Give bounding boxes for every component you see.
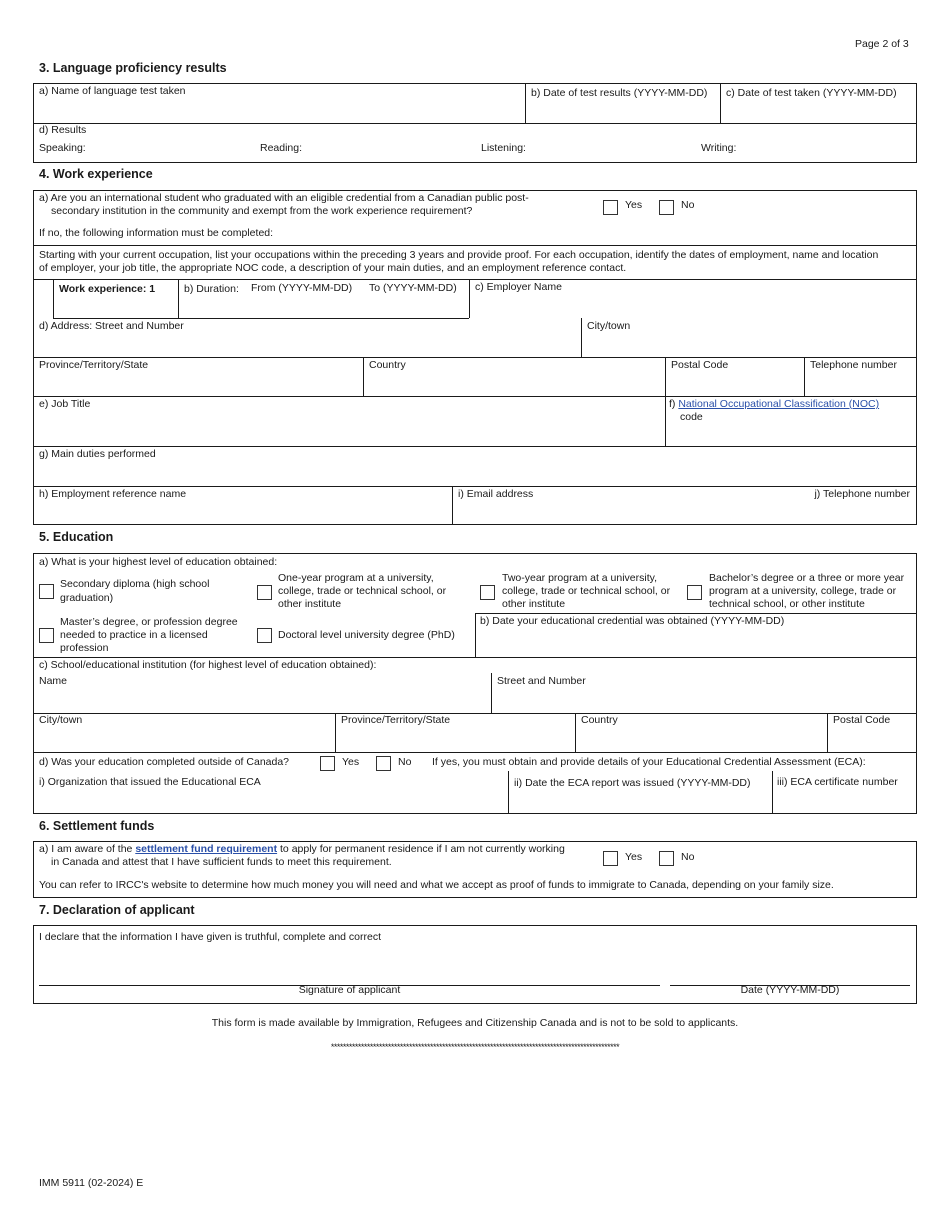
- edu-two-year-checkbox[interactable]: [480, 585, 495, 600]
- duration-from-field[interactable]: From (YYYY-MM-DD): [251, 282, 353, 294]
- page-number: Page 2 of 3: [855, 38, 909, 50]
- edu-master-checkbox[interactable]: [39, 628, 54, 643]
- if-no-note: If no, the following information must be completed:: [39, 227, 274, 239]
- outside-canada-question: d) Was your education completed outside of Canada?: [39, 756, 290, 768]
- edu-doctoral-checkbox[interactable]: [257, 628, 272, 643]
- work-instructions: Starting with your current occupation, list your occupations within the preceding 3 years and provide proof. For each occupation, identify the dates of employment, name and location: [39, 249, 879, 261]
- employer-telephone-field[interactable]: Telephone number: [810, 359, 897, 371]
- outside-canada-yes-checkbox[interactable]: [320, 756, 335, 771]
- signature-date-label: Date (YYYY-MM-DD): [740, 984, 840, 996]
- edu-bachelor-checkbox[interactable]: [687, 585, 702, 600]
- settlement-fund-link[interactable]: settlement fund requirement: [135, 843, 278, 855]
- work-exempt-yes-checkbox[interactable]: [603, 200, 618, 215]
- work-experience-label: Work experience: 1: [59, 283, 156, 295]
- noc-link[interactable]: National Occupational Classification (NOC): [678, 398, 880, 410]
- eca-note: If yes, you must obtain and provide details of your Educational Credential Assessment (ECA):: [432, 756, 866, 768]
- institution-name-field[interactable]: Name: [39, 675, 68, 687]
- reference-telephone-field[interactable]: j) Telephone number: [814, 488, 910, 500]
- listening-field[interactable]: Listening:: [481, 142, 526, 154]
- test-results-date-field[interactable]: b) Date of test results (YYYY-MM-DD): [531, 87, 708, 99]
- institution-country-field[interactable]: Country: [581, 714, 618, 726]
- results-label: d) Results: [39, 124, 87, 136]
- institution-postal-field[interactable]: Postal Code: [833, 714, 891, 726]
- work-exempt-no-checkbox[interactable]: [659, 200, 674, 215]
- employer-country-field[interactable]: Country: [369, 359, 406, 371]
- section-6-title: 6. Settlement funds: [39, 819, 155, 833]
- eca-certificate-field[interactable]: iii) ECA certificate number: [777, 776, 898, 788]
- section-3-title: 3. Language proficiency results: [39, 61, 227, 75]
- employer-postal-field[interactable]: Postal Code: [671, 359, 729, 371]
- outside-canada-no-checkbox[interactable]: [376, 756, 391, 771]
- settlement-yes-checkbox[interactable]: [603, 851, 618, 866]
- reference-name-field[interactable]: h) Employment reference name: [39, 488, 187, 500]
- noc-field[interactable]: f) National Occupational Classification (NOC): [669, 398, 880, 410]
- eca-organization-field[interactable]: i) Organization that issued the Educational ECA: [39, 776, 261, 788]
- test-taken-date-field[interactable]: c) Date of test taken (YYYY-MM-DD): [726, 87, 897, 99]
- edu-one-year-checkbox[interactable]: [257, 585, 272, 600]
- credential-date-field[interactable]: b) Date your educational credential was obtained (YYYY-MM-DD): [480, 615, 785, 627]
- footer-notice: This form is made available by Immigration, Refugees and Citizenship Canada and is not to be sold to applicants.: [211, 1017, 739, 1029]
- eca-date-field[interactable]: ii) Date the ECA report was issued (YYYY-MM-DD): [514, 777, 751, 789]
- education-level-question: a) What is your highest level of education obtained:: [39, 556, 278, 568]
- settlement-note: You can refer to IRCC's website to determine how much money you will need and what we accept as proof of funds to immigrate to Canada, depending on your family size.: [39, 879, 834, 891]
- section-5-title: 5. Education: [39, 530, 114, 544]
- section-4-title: 4. Work experience: [39, 167, 153, 181]
- declaration-text: I declare that the information I have given is truthful, complete and correct: [39, 931, 382, 943]
- reference-email-field[interactable]: i) Email address: [458, 488, 534, 500]
- speaking-field[interactable]: Speaking:: [39, 142, 86, 154]
- duration-to-field[interactable]: To (YYYY-MM-DD): [369, 282, 457, 294]
- language-test-name-field[interactable]: a) Name of language test taken: [39, 85, 186, 97]
- employer-city-field[interactable]: City/town: [587, 320, 631, 332]
- institution-street-field[interactable]: Street and Number: [497, 675, 586, 687]
- settlement-question: a) I am aware of the settlement fund requirement to apply for permanent residence if I am not currently working: [39, 843, 565, 855]
- settlement-no-checkbox[interactable]: [659, 851, 674, 866]
- institution-province-field[interactable]: Province/Territory/State: [341, 714, 451, 726]
- institution-label: c) School/educational institution (for highest level of education obtained):: [39, 659, 377, 671]
- employer-address-field[interactable]: d) Address: Street and Number: [39, 320, 184, 332]
- footer-stars: ************************************************************************************************: [330, 1042, 620, 1052]
- signature-label: Signature of applicant: [298, 984, 401, 996]
- duration-label: b) Duration:: [184, 283, 239, 295]
- employer-name-field[interactable]: c) Employer Name: [475, 281, 562, 293]
- employer-province-field[interactable]: Province/Territory/State: [39, 359, 149, 371]
- writing-field[interactable]: Writing:: [701, 142, 737, 154]
- institution-city-field[interactable]: City/town: [39, 714, 83, 726]
- job-title-field[interactable]: e) Job Title: [39, 398, 91, 410]
- form-id: IMM 5911 (02-2024) E: [39, 1177, 144, 1189]
- work-exempt-question: a) Are you an international student who graduated with an eligible credential from a Canadian public post-: [39, 192, 529, 204]
- section-7-title: 7. Declaration of applicant: [39, 903, 195, 917]
- main-duties-field[interactable]: g) Main duties performed: [39, 448, 156, 460]
- reading-field[interactable]: Reading:: [260, 142, 303, 154]
- edu-secondary-checkbox[interactable]: [39, 584, 54, 599]
